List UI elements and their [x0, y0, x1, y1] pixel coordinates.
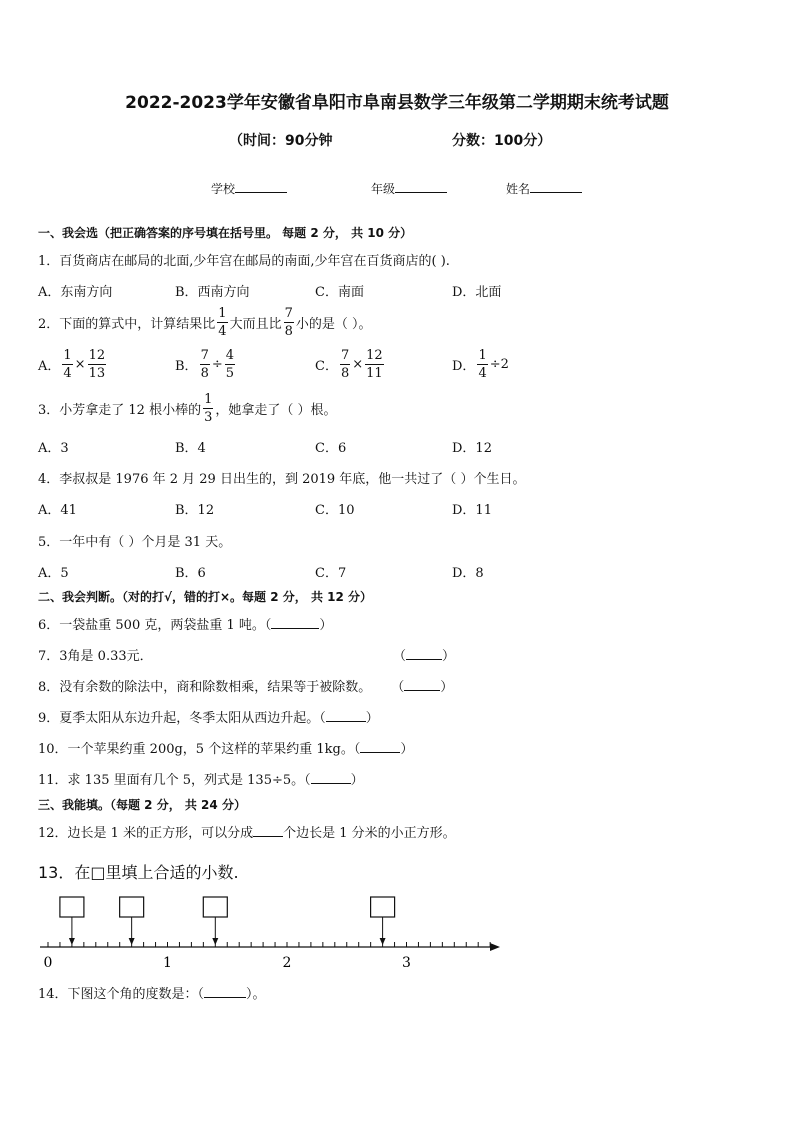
answer-blank[interactable]: [406, 647, 442, 660]
q1-option-c: C．南面: [315, 285, 364, 300]
number-line-boxes: [60, 897, 395, 945]
page-title: 2022-2023学年安徽省阜阳市阜南县数学三年级第二学期期末统考试题: [125, 93, 669, 113]
section-1-heading: 一、我会选（把正确答案的序号填在括号里。 每题 2 分， 共 10 分）: [38, 226, 413, 240]
exam-score: 分数：100分）: [452, 133, 552, 149]
school-field: 学校: [211, 180, 287, 197]
q4-option-d: D．11: [452, 503, 492, 518]
question-1: 1．百货商店在邮局的北面,少年宫在邮局的南面,少年宫在百货商店的( ).: [38, 254, 450, 269]
pointer-arrow-icon: [212, 938, 218, 945]
question-2: 2．下面的算式中，计算结果比 $\frac{1}{4}$ 大而且比 $\frac{7}{8}$ 小的是（ ）。: [38, 306, 372, 339]
number-line-figure: [30, 890, 510, 974]
q4-option-c: C．10: [315, 503, 355, 518]
question-4: 4．李叔叔是 1976 年 2 月 29 日出生的，到 2019 年底，他一共过了（ ）个生日。: [38, 472, 526, 487]
question-11: 11．求 135 里面有几个 5，列式是 135÷5。（ ）: [38, 773, 364, 788]
q5-option-a: A．5: [38, 566, 69, 581]
q2-option-b: B． $\frac{7}{8}$ ÷ $\frac{4}{5}$: [175, 348, 235, 381]
question-8: 8．没有余数的除法中，商和除数相乘，结果等于被除数。 （ ）: [38, 680, 454, 695]
answer-blank[interactable]: [311, 771, 351, 784]
number-label: 0: [43, 955, 53, 971]
q3-option-b: B．4: [175, 441, 206, 456]
answer-box[interactable]: [60, 897, 84, 917]
q3-option-d: D．12: [452, 441, 492, 456]
section-2-heading: 二、我会判断。（对的打√，错的打×。每题 2 分， 共 12 分）: [38, 590, 372, 604]
q1-option-d: D．北面: [452, 285, 502, 300]
question-7: 7．3角是 0.33元．: [38, 649, 153, 664]
question-14: 14．下图这个角的度数是：（ ）。: [38, 987, 266, 1002]
q5-option-b: B．6: [175, 566, 206, 581]
name-field: 姓名: [506, 180, 582, 197]
pointer-arrow-icon: [380, 938, 386, 945]
section-3-heading: 三、我能填。（每题 2 分， 共 24 分）: [38, 798, 246, 812]
q4-option-a: A．41: [38, 503, 77, 518]
answer-box[interactable]: [203, 897, 227, 917]
pointer-arrow-icon: [69, 938, 75, 945]
pointer-arrow-icon: [129, 938, 135, 945]
number-label: 3: [402, 955, 411, 971]
question-13: 13．在□里填上合适的小数.: [38, 863, 239, 882]
grade-field: 年级: [371, 180, 447, 197]
q3-option-c: C．6: [315, 441, 347, 456]
answer-blank[interactable]: [271, 616, 319, 629]
number-line-ticks: [48, 942, 490, 947]
question-12: 12．边长是 1 米的正方形，可以分成 个边长是 1 分米的小正方形。: [38, 826, 456, 841]
answer-box[interactable]: [371, 897, 395, 917]
q2-option-d: D． $\frac{1}{4}$ ÷2: [452, 348, 509, 381]
question-10: 10．一个苹果约重 200g，5 个这样的苹果约重 1kg。（ ）: [38, 742, 414, 757]
exam-time: （时间：90分钟: [229, 133, 333, 149]
axis-arrow-icon: [490, 943, 500, 951]
question-6: 6．一袋盐重 500 克，两袋盐重 1 吨。（ ）: [38, 618, 333, 633]
question-5: 5．一年中有（ ）个月是 31 天。: [38, 535, 232, 550]
answer-box[interactable]: [120, 897, 144, 917]
q2-option-a: A． $\frac{1}{4}$ × $\frac{12}{13}$: [38, 348, 106, 381]
answer-blank[interactable]: [204, 985, 246, 998]
q7-answer: （ ）: [393, 649, 456, 664]
q5-option-c: C．7: [315, 566, 347, 581]
number-label: 2: [282, 955, 292, 971]
q1-option-b: B．西南方向: [175, 285, 250, 300]
q1-option-a: A．东南方向: [38, 285, 113, 300]
q2-option-c: C． $\frac{7}{8}$ × $\frac{12}{11}$: [315, 348, 383, 381]
number-label: 1: [163, 955, 172, 971]
question-3: 3．小芳拿走了 12 根小棒的 $\frac{1}{3}$ ，她拿走了（ ）根。: [38, 392, 337, 425]
answer-blank[interactable]: [326, 709, 366, 722]
answer-blank[interactable]: [404, 678, 440, 691]
answer-blank[interactable]: [253, 824, 283, 837]
q3-option-a: A．3: [38, 441, 69, 456]
q5-option-d: D．8: [452, 566, 484, 581]
answer-blank[interactable]: [360, 740, 400, 753]
question-9: 9．夏季太阳从东边升起，冬季太阳从西边升起。（ ）: [38, 711, 379, 726]
number-line-labels: [44, 955, 411, 971]
q4-option-b: B．12: [175, 503, 215, 518]
